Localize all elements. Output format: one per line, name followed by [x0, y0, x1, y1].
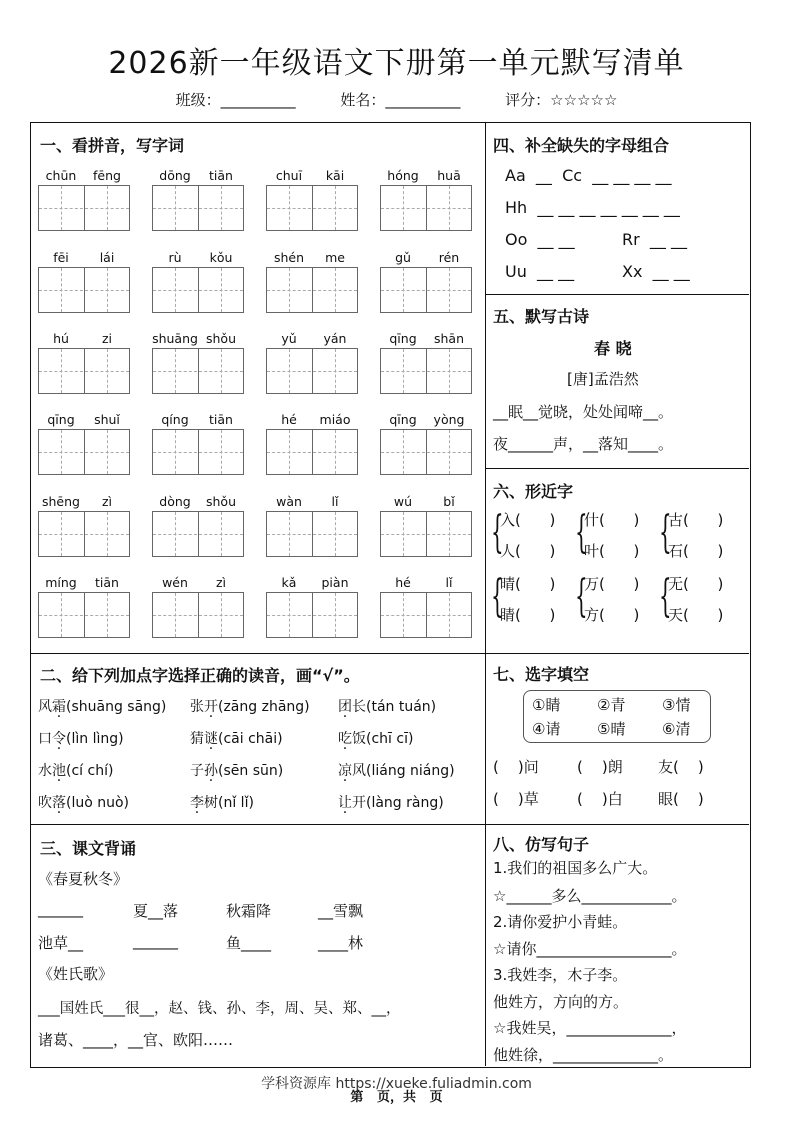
answer-blank[interactable]: ( )	[683, 511, 724, 529]
pronunciation-item[interactable]	[38, 760, 113, 780]
pinyin-label: qīng	[389, 412, 417, 427]
similar-char-item[interactable]	[500, 573, 555, 594]
left-divider-2	[30, 824, 485, 825]
writing-grid[interactable]	[380, 592, 472, 638]
pinyin-label: hú	[53, 331, 69, 346]
column-divider	[485, 122, 486, 1066]
reading-options[interactable]: (nǐ lǐ)	[218, 795, 254, 811]
reading-options[interactable]: (liáng niáng)	[366, 763, 455, 779]
similar-char-item[interactable]	[584, 604, 639, 625]
pinyin-label: wú	[393, 494, 413, 509]
section3-title: 三、课文背诵	[40, 839, 137, 858]
word-char: 开	[352, 795, 366, 811]
pronunciation-item[interactable]	[38, 792, 129, 812]
option-2: ②青	[597, 696, 626, 714]
brace-icon: {	[491, 571, 504, 622]
writing-grid[interactable]	[38, 511, 130, 557]
pinyin-label: wén	[162, 575, 188, 590]
pinyin-label: qíng	[161, 412, 189, 427]
answer-blank[interactable]: ( )	[599, 511, 640, 529]
recite-line1-b[interactable]: 夏__落	[133, 902, 179, 920]
similar-char-item[interactable]	[668, 604, 723, 625]
pinyin-label: yòng	[433, 412, 465, 427]
pinyin-label: kāi	[325, 168, 345, 183]
word-char: 让	[338, 795, 352, 811]
section5-title: 五、默写古诗	[493, 307, 590, 326]
recite-line2-d[interactable]: ____林	[318, 934, 364, 952]
similar-char-item[interactable]	[584, 573, 639, 594]
letters-row-oo[interactable]: Oo __ __	[505, 230, 575, 249]
option-5: ⑤晴	[597, 720, 626, 738]
pinyin-label: tiān	[209, 412, 233, 427]
section6-title: 六、形近字	[493, 482, 574, 501]
recite-line2-a[interactable]: 池草__	[38, 934, 84, 952]
fill-2[interactable]: ( )朗	[577, 758, 623, 776]
writing-grid[interactable]	[266, 592, 358, 638]
writing-grid[interactable]	[38, 592, 130, 638]
pinyin-label: shuāng	[152, 331, 198, 346]
word-char: 张	[190, 699, 204, 715]
pinyin-label: me	[325, 250, 345, 265]
pinyin-label: gǔ	[395, 250, 411, 265]
name-field[interactable]: 姓名：__________	[340, 91, 461, 109]
pronunciation-item[interactable]	[38, 696, 166, 716]
word-char: 孙	[204, 763, 218, 779]
word-char: 凉	[338, 763, 352, 779]
pinyin-label: qīng	[389, 331, 417, 346]
pinyin-label: yán	[323, 331, 347, 346]
pinyin-label: zì	[101, 494, 113, 509]
pronunciation-item[interactable]	[190, 696, 310, 716]
word-char: 长	[352, 699, 366, 715]
letters-row-uu[interactable]: Uu __ __	[505, 262, 575, 281]
pinyin-label: dōng	[159, 168, 191, 183]
pinyin-label: wàn	[276, 494, 302, 509]
brace-icon: {	[659, 571, 672, 622]
student-info	[0, 89, 793, 110]
writing-grid[interactable]	[152, 185, 244, 231]
answer-blank[interactable]: ( )	[683, 542, 724, 560]
word-char: 令	[52, 731, 66, 747]
pinyin-label: shuǐ	[94, 412, 120, 427]
reading-options[interactable]: (cí chí)	[66, 763, 114, 779]
answer-blank[interactable]: ( )	[599, 606, 640, 624]
pinyin-label: tiān	[209, 168, 233, 183]
pinyin-label: shén	[273, 250, 305, 265]
sentence-line-6: 他姓方，方向的方。	[493, 993, 629, 1011]
brace-icon: {	[491, 507, 504, 558]
word-char: 李	[190, 795, 204, 811]
sentence-line-7[interactable]: ☆我姓吴，______________，	[493, 1019, 687, 1037]
reading-options[interactable]: (zāng zhāng)	[218, 699, 310, 715]
similar-char-item[interactable]	[584, 540, 639, 561]
option-3: ③情	[662, 696, 691, 714]
sentence-line-4[interactable]: ☆请你__________________。	[493, 940, 687, 958]
recite-line3[interactable]: ___国姓氏___很__，赵、钱、孙、李，周、吴、郑、__，	[38, 1001, 401, 1017]
similar-char: 叶	[584, 542, 600, 560]
footer-watermark: 学科资源库 https://xueke.fuliadmin.com	[261, 1076, 532, 1092]
similar-char-item[interactable]	[668, 540, 723, 561]
writing-grid[interactable]	[380, 185, 472, 231]
pinyin-label: yǔ	[281, 331, 297, 346]
word-char: 池	[52, 763, 66, 779]
writing-grid[interactable]	[266, 185, 358, 231]
option-1: ①睛	[532, 696, 561, 714]
word-char: 水	[38, 763, 52, 779]
reading-options[interactable]: (làng ràng)	[366, 795, 444, 811]
writing-grid[interactable]	[38, 185, 130, 231]
pinyin-label: chuī	[275, 168, 303, 183]
pronunciation-item[interactable]	[38, 728, 124, 748]
poem-author: [唐]孟浩然	[567, 370, 639, 388]
poem1-title: 《春夏秋冬》	[38, 870, 129, 888]
answer-blank[interactable]: ( )	[599, 575, 640, 593]
letters-row-aa[interactable]: Aa __ Cc __ __ __ __	[505, 166, 672, 185]
pinyin-label: hóng	[387, 168, 419, 183]
pinyin-label: lái	[99, 250, 115, 265]
pinyin-label: qīng	[47, 412, 75, 427]
fill-3[interactable]: 友( )	[658, 758, 704, 776]
score-field: 评分：☆☆☆☆☆	[505, 91, 618, 109]
similar-char-item[interactable]	[584, 509, 639, 530]
letters-row-xx[interactable]: Xx __ __	[622, 262, 690, 281]
reading-options[interactable]: (chī cī)	[366, 731, 414, 747]
writing-grid[interactable]	[266, 511, 358, 557]
fill-6[interactable]: 眼( )	[658, 790, 704, 808]
similar-char: 人	[500, 542, 516, 560]
pronunciation-item[interactable]	[338, 760, 455, 780]
similar-char: 睛	[500, 606, 516, 624]
answer-blank[interactable]: ( )	[683, 575, 724, 593]
letters-row-rr[interactable]: Rr __ __	[622, 230, 687, 249]
pinyin-label: míng	[45, 575, 77, 590]
similar-char: 无	[668, 575, 684, 593]
pinyin-label: shǒu	[205, 494, 236, 509]
right-divider-4	[485, 824, 749, 825]
pinyin-label: lǐ	[445, 575, 453, 590]
answer-blank[interactable]: ( )	[599, 542, 640, 560]
pronunciation-item[interactable]	[190, 728, 283, 748]
reading-options[interactable]: (cāi chāi)	[218, 731, 283, 747]
reading-options[interactable]: (luò nuò)	[66, 795, 130, 811]
pinyin-label: zì	[215, 575, 227, 590]
brace-icon: {	[575, 571, 588, 622]
word-char: 风	[352, 763, 366, 779]
pinyin-label: bǐ	[443, 494, 455, 509]
page-title: 2026新一年级语文下册第一单元默写清单	[108, 46, 685, 81]
brace-icon: {	[659, 507, 672, 558]
answer-blank[interactable]: ( )	[683, 606, 724, 624]
reading-options[interactable]: (lìn lìng)	[66, 731, 124, 747]
pinyin-label: kǎ	[281, 575, 297, 590]
similar-char: 方	[584, 606, 600, 624]
similar-char-item[interactable]	[500, 604, 555, 625]
right-divider-3	[485, 653, 749, 654]
poem-line1[interactable]: __眠__觉晓，处处闻啼__。	[493, 403, 674, 421]
writing-grid[interactable]	[38, 429, 130, 475]
writing-grid[interactable]	[152, 592, 244, 638]
word-char: 树	[204, 795, 218, 811]
recite-line1-a[interactable]: ______	[38, 900, 83, 918]
writing-grid[interactable]	[266, 429, 358, 475]
writing-grid[interactable]	[380, 348, 472, 394]
word-char: 子	[190, 763, 204, 779]
sentence-line-3: 2.请你爱护小青蛙。	[493, 913, 628, 931]
pronunciation-item[interactable]	[190, 760, 283, 780]
reading-options[interactable]: (shuāng sāng)	[66, 699, 167, 715]
recite-line1-c[interactable]: 秋霜降	[226, 902, 272, 920]
option-6: ⑥清	[662, 720, 691, 738]
sentence-line-8[interactable]: 他姓徐，______________。	[493, 1046, 674, 1064]
word-char: 吃	[338, 731, 352, 747]
pinyin-label: shān	[433, 331, 465, 346]
section2-title: 二、给下列加点字选择正确的读音，画“√”。	[40, 666, 360, 685]
page-number: 第 页，共 页	[350, 1090, 443, 1105]
pinyin-label: hé	[281, 412, 297, 427]
letters-row-hh[interactable]: Hh __ __ __ __ __ __ __	[505, 198, 680, 217]
pinyin-label: huā	[437, 168, 461, 183]
pinyin-label: shēng	[42, 494, 80, 509]
similar-char: 石	[668, 542, 684, 560]
writing-grid[interactable]	[266, 267, 358, 313]
poem-title: 春 晓	[594, 339, 632, 358]
pronunciation-item[interactable]	[190, 792, 254, 812]
fill-1[interactable]: ( )问	[493, 758, 539, 776]
recite-line1-d[interactable]: __雪飘	[318, 902, 364, 920]
fill-4[interactable]: ( )草	[493, 790, 539, 808]
writing-grid[interactable]	[152, 511, 244, 557]
word-char: 风	[38, 699, 52, 715]
pronunciation-item[interactable]	[338, 792, 444, 812]
similar-char-item[interactable]	[500, 540, 555, 561]
word-char: 霜	[52, 699, 66, 715]
word-char: 口	[38, 731, 52, 747]
similar-char: 入	[500, 511, 516, 529]
similar-char: 万	[584, 575, 600, 593]
brace-icon: {	[575, 507, 588, 558]
option-4: ④请	[532, 720, 561, 738]
pinyin-label: piàn	[321, 575, 349, 590]
word-char: 团	[338, 699, 352, 715]
right-divider-1	[485, 294, 749, 295]
similar-char: 古	[668, 511, 684, 529]
pinyin-label: fēng	[93, 168, 121, 183]
writing-grid[interactable]	[380, 267, 472, 313]
section7-title: 七、选字填空	[493, 665, 590, 684]
pinyin-label: chūn	[45, 168, 77, 183]
section1-title: 一、看拼音，写字词	[40, 136, 185, 155]
section4-title: 四、补全缺失的字母组合	[493, 136, 670, 155]
pinyin-label: shǒu	[205, 331, 236, 346]
recite-line2-c[interactable]: 鱼____	[226, 934, 272, 952]
writing-grid[interactable]	[380, 429, 472, 475]
recite-line2-b[interactable]: ______	[133, 932, 178, 950]
pinyin-label: rù	[168, 250, 182, 265]
writing-grid[interactable]	[152, 429, 244, 475]
recite-line4[interactable]: 诸葛、____，__官、欧阳……	[38, 1031, 234, 1049]
answer-blank[interactable]: ( )	[515, 542, 556, 560]
sentence-line-2[interactable]: ☆______多么____________。	[493, 887, 687, 905]
poem-line2[interactable]: 夜______声，__落知____。	[493, 435, 674, 453]
pinyin-label: dòng	[159, 494, 191, 509]
pinyin-label: kǒu	[209, 250, 233, 265]
word-char: 饭	[352, 731, 366, 747]
writing-grid[interactable]	[380, 511, 472, 557]
section8-title: 八、仿写句子	[493, 835, 590, 854]
pinyin-label: zi	[101, 331, 113, 346]
similar-char: 天	[668, 606, 684, 624]
left-divider-1	[30, 653, 485, 654]
writing-grid[interactable]	[266, 348, 358, 394]
pronunciation-item[interactable]	[338, 728, 413, 748]
class-field[interactable]: 班级：__________	[175, 91, 296, 109]
writing-grid[interactable]	[152, 267, 244, 313]
pinyin-label: tiān	[95, 575, 119, 590]
answer-blank[interactable]: ( )	[515, 575, 556, 593]
sentence-line-1: 1.我们的祖国多么广大。	[493, 859, 658, 877]
word-char: 吹	[38, 795, 52, 811]
right-divider-2	[485, 468, 749, 469]
pinyin-label: rén	[438, 250, 460, 265]
poem2-title: 《姓氏歌》	[38, 965, 114, 983]
pinyin-label: lǐ	[331, 494, 339, 509]
fill-5[interactable]: ( )白	[577, 790, 623, 808]
reading-options[interactable]: (sēn sūn)	[218, 763, 284, 779]
similar-char: 晴	[500, 575, 516, 593]
pronunciation-item[interactable]	[338, 696, 436, 716]
word-char: 猜	[190, 731, 204, 747]
reading-options[interactable]: (tán tuán)	[366, 699, 437, 715]
answer-blank[interactable]: ( )	[515, 511, 556, 529]
sentence-line-5: 3.我姓李，木子李。	[493, 966, 628, 984]
word-char: 落	[52, 795, 66, 811]
pinyin-label: hé	[395, 575, 411, 590]
writing-grid[interactable]	[38, 267, 130, 313]
pinyin-label: fēi	[53, 250, 69, 265]
writing-grid[interactable]	[38, 348, 130, 394]
similar-char: 什	[584, 511, 600, 529]
word-char: 开	[204, 699, 218, 715]
similar-char-item[interactable]	[668, 573, 723, 594]
similar-char-item[interactable]	[668, 509, 723, 530]
word-char: 谜	[204, 731, 218, 747]
pinyin-label: miáo	[319, 412, 351, 427]
similar-char-item[interactable]	[500, 509, 555, 530]
answer-blank[interactable]: ( )	[515, 606, 556, 624]
writing-grid[interactable]	[152, 348, 244, 394]
